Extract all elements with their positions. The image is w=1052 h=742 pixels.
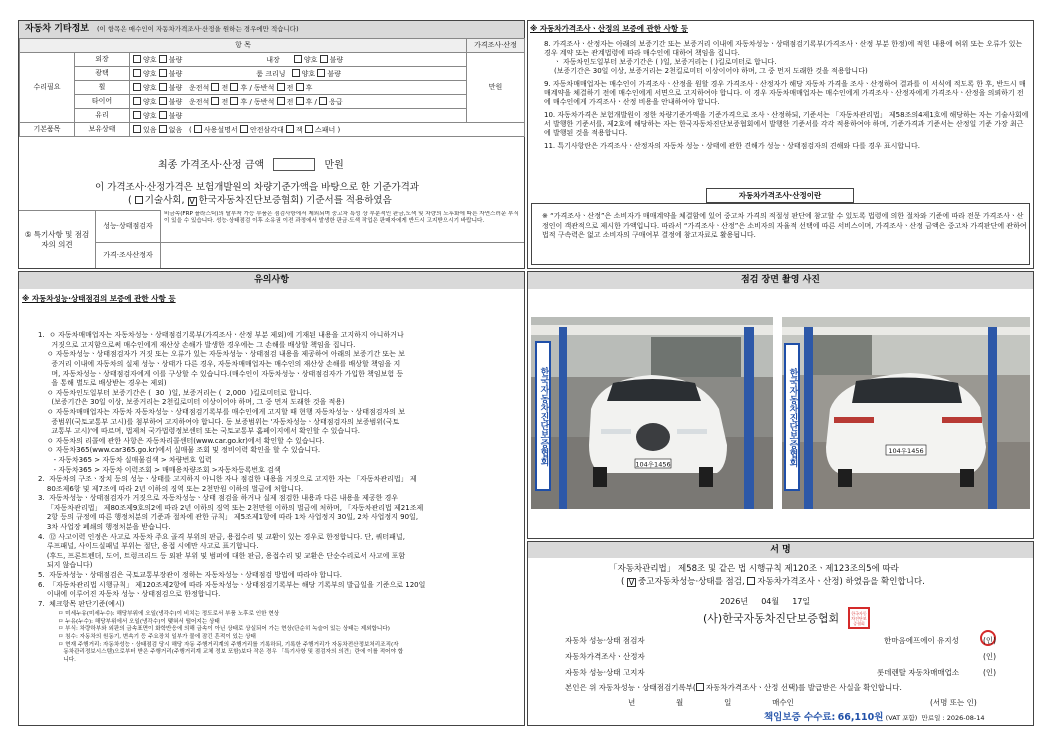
price-guarantee-title: ※ 자동차가격조사ㆍ산정의 보증에 관한 사항 등 (530, 24, 689, 33)
checkbox[interactable] (230, 97, 238, 105)
vehicle-other-info-header (19, 21, 524, 38)
checkbox-kadva-checked[interactable]: V (189, 197, 195, 206)
price-unit: 만원 (467, 53, 525, 123)
checkbox[interactable] (159, 69, 167, 77)
fee-expiry: 만료일 : 2026-08-14 (921, 714, 985, 722)
price-definition-text: ※ “가격조사ㆍ산정”은 소비자가 매매계약을 체결함에 있어 중고차 가격의 적절성 판단에 참고할 수 있도록 법령에 의한 절차와 기준에 따라 전문 가격조사ㆍ산정인이 객관적으로 제시한 가액입니다. 따라서 “가격조사ㆍ산정”은 소비자의 자율적 선택에 따른 서비스이며, 가격조사ㆍ산정 금액은 중고차 가격판단에 관하여 법적 구속력은 없고 소비자의 구매여부 결정에 참고자료로 활용됩니다. (542, 212, 1027, 239)
notes-title: 유의사항 (254, 275, 289, 286)
notes-criteria-list: ㅁ 미세누유(미세누수): 해당부위에 오일(냉각수)이 비치는 정도로서 부품 노후로 인한 현상 ㅁ 누유(누수): 해당부위에서 오일(냉각수)이 맺혀서 떨어지는 상태 ㅁ 부식: 차량하부와 외판의 금속표면이 화학반응에 의해 금속이 아닌 상태로 상실되어 가는 현상(단순히 녹슬어 있는 상태는 제외합니다) ㅁ 침수: 자동차의 원동기, 변속기 등 주요장치 일부가 물에 잠긴 흔적이 있는 상태 ㅁ 현재 주행거리: 자동차성능ㆍ상태점검 당시 해당 자동 주행거리계의 주행거리를 기록하되, 기록한 주행거리가 자동차전산정보처리조직(자 동차관리정보시스템)으로부터 받은 주행거리(주행거리계 교체 정보 포함)보다 작은 경우 「특기사항 및 점검자의 의견」란에 이를 적어야 합 니다. (58, 611, 404, 663)
signature-date: 2026년 04월 17일 (720, 597, 811, 606)
notes-heading: ※ 자동차성능·상태점검의 보증에 관한 사항 등 (22, 294, 176, 303)
vehicle-other-info-title: 자동차 기타정보 (25, 24, 89, 35)
fee-vat: (VAT 포함) (885, 714, 918, 722)
checkbox[interactable] (133, 83, 141, 91)
association-name: (사)한국자동차진단보증협회 (703, 612, 840, 625)
checkbox[interactable] (292, 69, 300, 77)
checkbox[interactable] (320, 55, 328, 63)
special-notes-rule (161, 242, 524, 243)
row-tire-name: 타이어 (75, 95, 130, 109)
inspector-seal: (인) (983, 636, 997, 645)
special-notes-label-cell (19, 210, 96, 268)
plate-text-front: 104우1456 (635, 460, 671, 469)
fee-label: 책임보증 수수료: (764, 712, 836, 723)
checkbox[interactable] (194, 125, 202, 133)
final-price-row (158, 158, 344, 172)
checkbox[interactable] (277, 97, 285, 105)
checkbox[interactable] (159, 125, 167, 133)
date-day: 17 (792, 597, 803, 606)
checkbox[interactable] (211, 83, 219, 91)
signature-header (528, 542, 1033, 558)
repair-label: 수리필요 (20, 53, 75, 123)
basic-items-options[interactable]: 있음 없음 ( 사용설명서 안전삼각대 잭 스패너 ) (130, 123, 525, 137)
special-notes-inspector-text: 비금속(FRP 플라스틱)의 탈부착 가능 부품은 점검사항에서 제외되며 중고차 특성 상 부분적인 판금,도색 및 차량의 노후화에 따른 자연스러운 부식이 있을 수 있습니다. 성능·상태점검 이후 소유권 이전 과정에서 발생한 판금·도색 작업은 판매자에게 반드시 고지받으시기 바랍니다. (164, 211, 519, 224)
notifier-seal: (인) (983, 668, 997, 677)
checkbox[interactable] (159, 97, 167, 105)
row-glass-name: 유리 (75, 109, 130, 123)
checkbox[interactable] (294, 55, 302, 63)
inspector-label: 자동차 성능·상태 점검자 (565, 636, 645, 645)
basis-line1: 이 가격조사·산정가격은 보험개발원의 차량기준가액을 바탕으로 한 기준가격과 (95, 182, 419, 193)
row-interior-name: 내장 (266, 55, 280, 64)
checkbox[interactable] (159, 111, 167, 119)
row-gloss-name: 광택 (75, 67, 130, 81)
price-definition-box-title: 자동차가격조사·산정이란 (706, 188, 854, 203)
checkbox[interactable] (319, 97, 327, 105)
special-notes-appraiser-label: 가격·조사산정자 (96, 242, 161, 268)
checkbox-performance-checked[interactable]: V (628, 578, 635, 587)
basic-items-label: 기본품목 (20, 123, 75, 137)
signature-title: 서 명 (770, 544, 791, 555)
inspection-photo-rear-image (782, 317, 1030, 509)
appraiser-seal: (인) (983, 652, 997, 661)
signature-confirm-line: ( V 중고자동차성능·상태를 점검, 자동차가격조사ㆍ산정) 하였음을 확인합니다. (621, 577, 925, 587)
row-wheel-options[interactable]: 양호 불량 운전석 전 후 / 동반석 전 후 (130, 81, 467, 95)
checkbox[interactable] (296, 97, 304, 105)
checkbox[interactable] (133, 55, 141, 63)
inspection-photo-front (531, 317, 773, 509)
checkbox[interactable] (133, 97, 141, 105)
checkbox[interactable] (286, 125, 294, 133)
row-gloss-options[interactable]: 양호 불량 룸 크리닝 양호 불량 (130, 67, 467, 81)
repair-table (19, 38, 525, 137)
checkbox[interactable] (317, 69, 325, 77)
checkbox[interactable] (240, 125, 248, 133)
checkbox[interactable] (211, 97, 219, 105)
checkbox[interactable] (230, 83, 238, 91)
special-notes-inspector-label: 성능·상태점검자 (96, 210, 161, 242)
price-definition-box (531, 203, 1030, 265)
checkbox[interactable] (133, 111, 141, 119)
checkbox[interactable] (133, 125, 141, 133)
fee-line (764, 712, 984, 724)
checkbox[interactable] (133, 69, 141, 77)
final-price-unit: 만원 (324, 160, 344, 171)
plate-text-rear: 104우1456 (888, 447, 924, 455)
checkbox[interactable] (159, 55, 167, 63)
basis-line2: ( 기술사회, V 한국자동차진단보증협회) 기준서를 적용하였음 (128, 195, 392, 206)
row-roomclean-name: 룸 크리닝 (256, 69, 286, 78)
special-notes-label: ⑤ 특기사항 및 점검자의 의견 (24, 230, 90, 249)
notifier-label: 자동차 성능·상태 고지자 (565, 668, 645, 677)
inspection-photo-rear (782, 317, 1030, 509)
price-guarantee-items: 8. 가격조사ㆍ산정자는 아래의 보증기간 또는 보증거리 이내에 자동차성능ㆍ상태점검기록부(가격조사ㆍ산정 부분 한정)에 적힌 내용에 허위 또는 오류가 있는 경우 계약 또는 관계법령에 따라 매수인에 대하여 책임을 집니다. ㆍ 자동차인도일부터 보증기간은 ( )일, 보증거리는 ( )킬로미터로 합니다. (보증기간은 30일 이상, 보증거리는 2천킬로미터 이상이어야 하며, 그 중 먼저 도래한 것을 적용합니다) 9. 자동차매매업자는 매수인이 가격조사ㆍ산정을 원할 경우 가격조사ㆍ산정자가 해당 자동차 가격을 조사ㆍ산정하여 결과를 이 서식에 적도록 한 후, 반드시 매매계약을 체결하기 전에 매수인에게 서면으로 고지하여야 합니다. 이 경우 자동차매매업자는 매수인에게 가격조사ㆍ산정자에게 가격조사ㆍ산정을 의뢰하기 전에 매수인에게 가격조사ㆍ산정 비용을 안내하여야 합니다. 10. 자동차가격은 보험개발원이 정한 차량기준가액을 기준가격으로 조사ㆍ산정하되, 기준서는 「자동차관리법」 제58조의4제1호에 해당하는 자는 기술사회에서 발행한 기준서를, 제2호에 해당하는 자는 한국자동차진단보증협회에서 발행한 기준서를 각각 적용하여야 하며, 기준가격과 기준서는 산정일 기준 가장 최근에 발행된 것을 적용합니다. 11. 특기사항란은 가격조사ㆍ산정자의 자동차 성능ㆍ상태에 관한 견해가 성능ㆍ상태점검자의 견해와 다를 경우 표시합니다. (544, 40, 1029, 150)
receipt-line: 본인은 위 자동차성능ㆍ상태점검기록부( 자동차가격조사ㆍ산정 선택)를 발급받은 사실을 확인합니다. (565, 683, 902, 692)
appraiser-label: 자동차가격조사ㆍ산정자 (565, 652, 645, 661)
checkbox-technician[interactable] (135, 196, 143, 204)
row-exterior-name: 외장 (75, 53, 130, 67)
buyer-label: 매수인 (772, 698, 794, 707)
buyer-sign: (서명 또는 인) (930, 698, 977, 707)
row-glass-options[interactable]: 양호 불량 (130, 109, 467, 123)
checkbox-price-appraisal[interactable] (747, 577, 755, 585)
kadva-banner-rear: 한국자동차진단보증협회 (784, 343, 800, 491)
signature-law-line: 「자동차관리법」 제58조 및 같은 법 시행규칙 제120조ㆍ제123조의5에 따라 (609, 564, 899, 574)
notes-list: 1. ㅇ 자동차매매업자는 자동차성능ㆍ상태점검기록부(가격조사ㆍ산정 부분 제외)에 기재된 내용을 고지하지 아니하거나 거짓으로 고지함으로써 매수인에게 재산상 손해가 발생한 경우에는 그 손해를 배상할 책임을 집니다. ㅇ 자동차성능ㆍ상태점검자가 거짓 또는 오류가 있는 자동차성능ㆍ상태점검 내용을 제공하여 아래의 보증기간 또는 보 증거리 이내에 자동차의 실제 성능ㆍ상태가 다른 경우, 자동차매매업자는 매수인의 재산상 손해를 배상할 책임을 지 며, 자동차성능ㆍ상태점검자에게 이를 구상할 수 있습니다.(매수인이 자동차성능ㆍ상태점검자가 가입한 책임보험 등 을 통해 별도로 배상받는 경우는 제외) ㅇ 자동차인도일부터 보증기간은 ( 30 )일, 보증거리는 ( 2,000 )킬로미터로 합니다. (보증기간은 30일 이상, 보증거리는 2천킬로미터 이상이어야 하며, 그 중 먼저 도래한 것을 적용) ㅇ 자동차매매업자는 자동차 자동차성능ㆍ상태점검기록부를 매수인에게 고지할 때 현행 자동차성능ㆍ상태점검자의 보 증범위(국토교통부 고시)를 첨부하여 고지하여야 합니다. 동 보증범위는 '자동차성능ㆍ상태점검자의 보증범위(국토 교통부 고시)'에 따르며, 법제처 국가법령정보센터 또는 국토교통부 홈페이지에서 확인할 수 있습니다. ㅇ 자동차의 리콜에 관한 사항은 자동차리콜센터(www.car.go.kr)에서 확인할 수 있습니다. ㅇ 자동차365(www.car365.go.kr)에서 실매물 조회 및 정비이력 확인을 할 수 있습니다. - 자동차365 > 자동차 실매물검색 > 차량번호 입력 - 자동차365 > 자동차 이력조회 > 매매용차량조회 >자동차등록번호 검색 2. 자동차의 구조ㆍ장치 등의 성능ㆍ상태를 고지하지 아니한 자나 점검한 내용을 거짓으로 고지한 자는 「자동차관리법」 제 80조제6항 및 제7조에 따라 2년 이하의 징역 또는 2천만원 이하의 벌금에 처합니다. 3. 자동차성능ㆍ상태점검자가 거짓으로 자동차성능ㆍ상태 점검을 하거나 실제 점검한 내용과 다른 내용을 제공한 경우 「자동차관리법」 제80조제9호의2에 따라 2년 이하의 징역 또는 2천만원 이하의 벌금에 처하며, 「자동차관리법 제21조제 2항 등의 규정에 따른 행정처분의 기준과 절차에 관한 규칙」 제5조제1항에 따라 1차 사업정지 30일, 2차 사업정지 90일, 3차 사업장 폐쇄의 행정처분을 받습니다. 4. ⑫ 사고이력 인정은 사고로 자동차 주요 골격 부위의 판금, 용접수리 및 교환이 있는 경우로 한정합니다. 단, 쿼터패널, 루프패널, 사이드실패널 부위는 절단, 용접 시에만 사고로 표기합니다. (후드, 프론트펜더, 도어, 트렁크리드 등 외판 부위 및 범퍼에 대한 판금, 용접수리 및 교환은 단순수리로서 사고에 포함 되지 않습니다) 5. 자동차성능ㆍ상태점검은 국토교통부장관이 정하는 자동차성능ㆍ상태점검 방법에 따라야 합니다. 6. 「자동차관리법 시행규칙」 제120조제2항에 따라 자동차성능ㆍ상태점검기록부는 해당 기록부의 발급일을 기준으로 120일 이내에 이루어진 자동차 성능ㆍ상태점검으로 한정합니다. 7. 체크항목 판단기준(예시) (38, 331, 426, 608)
checkbox[interactable] (277, 83, 285, 91)
row-exterior-options[interactable]: 양호 불량 내장 양호 불량 (130, 53, 467, 67)
date-year: 2026 (720, 597, 741, 606)
row-tire-options[interactable]: 양호 불량 운전석 전 후 / 동반석 전 후 / 응급 (130, 95, 467, 109)
kadva-banner-front: 한국자동차진단보증협회 (535, 341, 551, 491)
item-header: 항 목 (20, 39, 467, 53)
date-month: 04 (761, 597, 772, 606)
price-header: 가격조사·산정 (467, 39, 525, 53)
association-stamp: 한국자동차진단보증협회 (848, 607, 870, 629)
photos-title: 점검 장면 촬영 사진 (741, 275, 820, 286)
notifier-name: 롯데렌탈 자동차매매업소 (877, 668, 960, 677)
row-wheel-name: 휠 (75, 81, 130, 95)
checkbox-receipt-price[interactable] (696, 683, 704, 691)
photos-header (528, 272, 1033, 289)
final-price-label: 최종 가격조사·산정 금액 (158, 160, 265, 171)
checkbox[interactable] (159, 83, 167, 91)
checkbox[interactable] (296, 83, 304, 91)
inspector-name: 한마음에프에이 유지성 (884, 636, 959, 645)
vehicle-other-info-subtitle: (이 항목은 매수인이 자동차가격조사·산정을 원하는 경우에만 적습니다) (97, 24, 299, 33)
basic-items-sub: 보유상태 (75, 123, 130, 137)
notes-header (19, 272, 524, 289)
final-price-box[interactable] (273, 158, 315, 171)
buyer-line: 년 월 일 매수인 (628, 698, 794, 707)
fee-amount: 66,110원 (837, 712, 884, 723)
checkbox[interactable] (305, 125, 313, 133)
inspection-photo-front-image (531, 317, 773, 509)
